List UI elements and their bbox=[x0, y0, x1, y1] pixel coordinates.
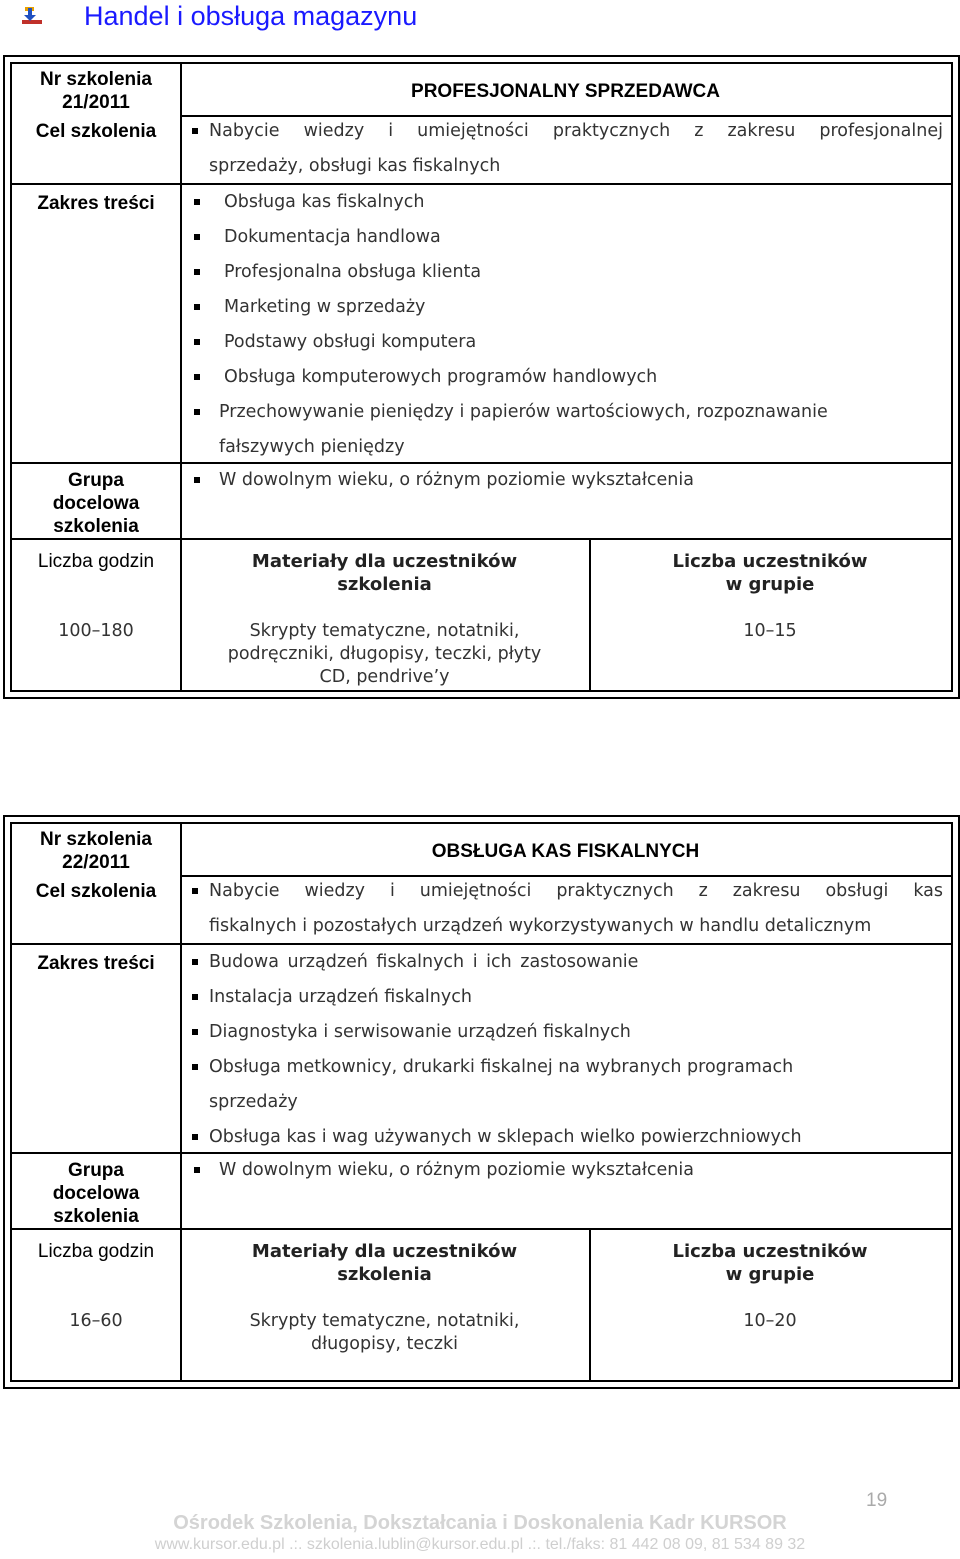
materials-label-line: Materiały dla uczestników bbox=[251, 551, 518, 572]
grupa-label bbox=[12, 1159, 180, 1228]
nr-value: 21/2011 bbox=[62, 92, 130, 113]
zakres-list bbox=[188, 945, 943, 1155]
materials-value bbox=[180, 620, 589, 689]
cel-line-1: Nabycie wiedzy i umiejętności praktycznych z zakresu obsługi kas bbox=[188, 874, 943, 909]
participants-value: 10–20 bbox=[743, 1311, 797, 1331]
list-item: Obsługa kas i wag używanych w sklepach wielko powierzchniowych bbox=[188, 1120, 943, 1155]
materials-label-line: Materiały dla uczestników bbox=[251, 1241, 518, 1262]
participants-label bbox=[589, 1240, 951, 1286]
participants-label bbox=[589, 550, 951, 596]
cel-label: Cel szkolenia bbox=[35, 121, 157, 142]
cel-text bbox=[188, 114, 943, 184]
cel-label: Cel szkolenia bbox=[35, 881, 157, 902]
footer-org: Ośrodek Szkolenia, Dokształcania i Doskonalenia Kadr KURSOR bbox=[173, 1512, 787, 1534]
materials-line: podręczniki, długopisy, teczki, płyty bbox=[227, 644, 542, 664]
list-item: Instalacja urządzeń fiskalnych bbox=[188, 980, 943, 1015]
materials-label bbox=[180, 1240, 589, 1286]
participants-label-line: w grupie bbox=[725, 574, 815, 595]
materials-line: CD, pendrive’y bbox=[319, 667, 450, 687]
grupa-label-line: szkolenia bbox=[53, 516, 139, 537]
page-number: 19 bbox=[866, 1490, 888, 1511]
participants-value: 10–15 bbox=[743, 621, 797, 641]
grupa-text bbox=[190, 1153, 943, 1188]
nr-label: Nr szkolenia bbox=[40, 69, 152, 90]
list-item: Diagnostyka i serwisowanie urządzeń fiskalnych bbox=[188, 1015, 943, 1050]
nr-value: 22/2011 bbox=[62, 852, 130, 873]
grupa-text bbox=[190, 463, 943, 498]
course-title: OBSŁUGA KAS FISKALNYCH bbox=[431, 841, 700, 862]
grupa-label-line: docelowa bbox=[52, 1183, 140, 1204]
materials-label-line: szkolenia bbox=[337, 574, 432, 595]
list-item: Obsługa metkownicy, drukarki fiskalnej na wybranych programach bbox=[188, 1050, 943, 1085]
materials-label-line: szkolenia bbox=[337, 1264, 432, 1285]
grupa-label-line: Grupa bbox=[68, 470, 124, 491]
arrow-down-icon bbox=[20, 5, 44, 27]
cel-line-2: sprzedaży, obsługi kas fiskalnych bbox=[209, 156, 501, 176]
list-item: W dowolnym wieku, o różnym poziomie wykształcenia bbox=[190, 1153, 943, 1188]
footer-contact: www.kursor.edu.pl .:. szkolenia.lublin@kursor.edu.pl .:. tel./faks: 81 442 08 09, 81 534 89 32 bbox=[154, 1536, 806, 1553]
list-item: Budowa urządzeń fiskalnych i ich zastosowanie bbox=[188, 945, 943, 980]
list-item: Profesjonalna obsługa klienta bbox=[190, 255, 943, 290]
grupa-label-line: Grupa bbox=[68, 1160, 124, 1181]
grupa-label-line: docelowa bbox=[52, 493, 140, 514]
course-nr bbox=[12, 828, 180, 874]
zakres-label: Zakres treści bbox=[37, 953, 155, 974]
list-item: Przechowywanie pieniędzy i papierów wartościowych, rozpoznawanie bbox=[190, 395, 943, 430]
cel-line-1: Nabycie wiedzy i umiejętności praktycznych z zakresu profesjonalnej bbox=[188, 114, 943, 149]
page-title: Handel i obsługa magazynu bbox=[84, 0, 418, 31]
zakres-label: Zakres treści bbox=[37, 193, 155, 214]
hours-value: 100–180 bbox=[58, 621, 134, 641]
grupa-label-line: szkolenia bbox=[53, 1206, 139, 1227]
list-item: Obsługa kas fiskalnych bbox=[190, 185, 943, 220]
cel-text bbox=[188, 874, 943, 944]
list-item: Marketing w sprzedaży bbox=[190, 290, 943, 325]
course-table-1 bbox=[3, 55, 960, 699]
materials-line: długopisy, teczki bbox=[311, 1334, 458, 1354]
course-nr bbox=[12, 68, 180, 114]
cel-line-2: fiskalnych i pozostałych urządzeń wykorzystywanych w handlu detalicznym bbox=[209, 916, 872, 936]
materials-line: Skrypty tematyczne, notatniki, bbox=[249, 1311, 520, 1331]
participants-label-line: w grupie bbox=[725, 1264, 815, 1285]
grupa-label bbox=[12, 469, 180, 538]
course-table-2 bbox=[3, 815, 960, 1389]
hours-value: 16–60 bbox=[69, 1311, 123, 1331]
list-item-continuation: fałszywych pieniędzy bbox=[219, 437, 405, 457]
participants-label-line: Liczba uczestników bbox=[672, 551, 868, 572]
materials-label bbox=[180, 550, 589, 596]
list-item: Obsługa komputerowych programów handlowych bbox=[190, 360, 943, 395]
materials-line: Skrypty tematyczne, notatniki, bbox=[249, 621, 520, 641]
nr-label: Nr szkolenia bbox=[40, 829, 152, 850]
hours-label: Liczba godzin bbox=[37, 551, 155, 572]
materials-value bbox=[180, 1310, 589, 1356]
participants-label-line: Liczba uczestników bbox=[672, 1241, 868, 1262]
page-header bbox=[20, 0, 417, 32]
list-item-continuation: sprzedaży bbox=[209, 1092, 298, 1112]
list-item: W dowolnym wieku, o różnym poziomie wykształcenia bbox=[190, 463, 943, 498]
list-item: Podstawy obsługi komputera bbox=[190, 325, 943, 360]
course-title: PROFESJONALNY SPRZEDAWCA bbox=[411, 81, 720, 102]
zakres-list bbox=[190, 185, 943, 465]
list-item: Dokumentacja handlowa bbox=[190, 220, 943, 255]
hours-label: Liczba godzin bbox=[37, 1241, 155, 1262]
